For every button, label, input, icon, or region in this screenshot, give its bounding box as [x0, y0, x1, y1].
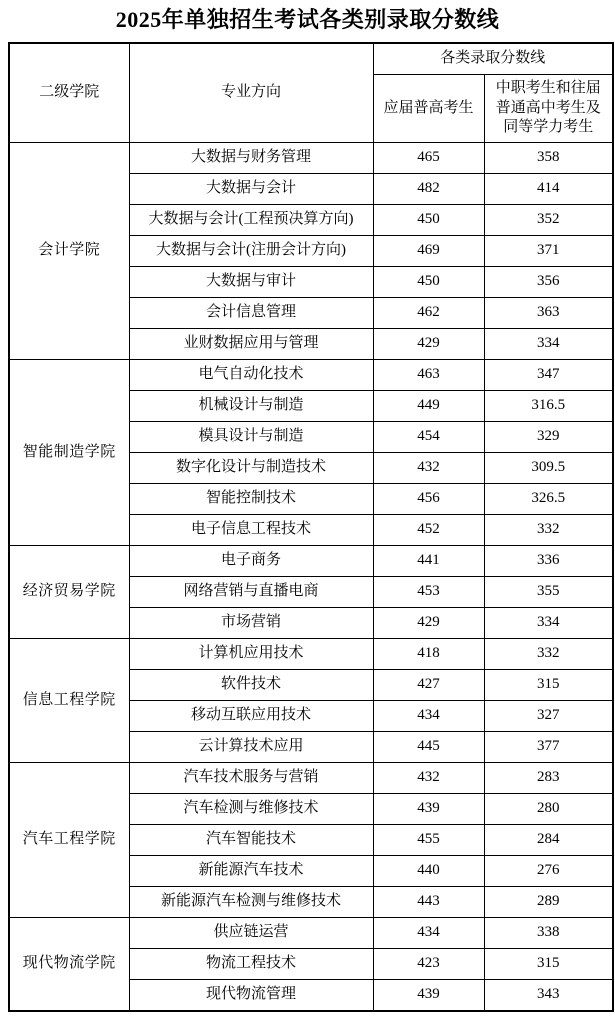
table-row [9, 143, 613, 174]
major-cell: 汽车智能技术 [129, 825, 373, 856]
regular-score-cell: 427 [373, 670, 484, 701]
vocational-score-cell: 280 [484, 794, 613, 825]
major-cell: 移动互联应用技术 [129, 701, 373, 732]
page-title: 2025年单独招生考试各类别录取分数线 [115, 7, 500, 32]
vocational-score-cell: 332 [484, 515, 613, 546]
header-regular-candidates: 应届普高考生 [373, 75, 484, 143]
college-cell-economics-trade: 经济贸易学院 [9, 546, 129, 639]
major-cell: 新能源汽车检测与维修技术 [129, 887, 373, 918]
vocational-score-cell: 332 [484, 639, 613, 670]
major-cell: 会计信息管理 [129, 298, 373, 329]
regular-score-cell: 432 [373, 763, 484, 794]
regular-score-cell: 439 [373, 980, 484, 1011]
regular-score-cell: 443 [373, 887, 484, 918]
regular-score-cell: 441 [373, 546, 484, 577]
vocational-score-cell: 289 [484, 887, 613, 918]
vocational-score-cell: 336 [484, 546, 613, 577]
college-cell-information-engineering: 信息工程学院 [9, 639, 129, 763]
vocational-score-cell: 338 [484, 918, 613, 949]
regular-score-cell: 462 [373, 298, 484, 329]
table-row [9, 546, 613, 577]
regular-score-cell: 429 [373, 608, 484, 639]
vocational-score-cell: 355 [484, 577, 613, 608]
vocational-score-cell: 315 [484, 670, 613, 701]
college-cell-automotive-engineering: 汽车工程学院 [9, 763, 129, 918]
vocational-score-cell: 347 [484, 360, 613, 391]
header-vocational-candidates: 中职考生和往届普通高中考生及同等学力考生 [484, 75, 613, 143]
table-row [9, 763, 613, 794]
regular-score-cell: 455 [373, 825, 484, 856]
regular-score-cell: 453 [373, 577, 484, 608]
table-row [9, 639, 613, 670]
vocational-score-cell: 356 [484, 267, 613, 298]
regular-score-cell: 439 [373, 794, 484, 825]
header-row-1 [9, 43, 613, 75]
major-cell: 大数据与会计 [129, 174, 373, 205]
regular-score-cell: 423 [373, 949, 484, 980]
vocational-score-cell: 326.5 [484, 484, 613, 515]
header-major: 专业方向 [129, 43, 373, 143]
regular-score-cell: 440 [373, 856, 484, 887]
college-cell-modern-logistics: 现代物流学院 [9, 918, 129, 1011]
major-cell: 电子商务 [129, 546, 373, 577]
regular-score-cell: 434 [373, 918, 484, 949]
vocational-score-cell: 329 [484, 422, 613, 453]
regular-score-cell: 452 [373, 515, 484, 546]
header-score-group: 各类录取分数线 [373, 43, 613, 75]
major-cell: 电子信息工程技术 [129, 515, 373, 546]
major-cell: 数字化设计与制造技术 [129, 453, 373, 484]
vocational-score-cell: 334 [484, 608, 613, 639]
major-cell: 汽车技术服务与营销 [129, 763, 373, 794]
vocational-score-cell: 309.5 [484, 453, 613, 484]
vocational-score-cell: 352 [484, 205, 613, 236]
table-row [9, 918, 613, 949]
vocational-score-cell: 315 [484, 949, 613, 980]
vocational-score-cell: 283 [484, 763, 613, 794]
vocational-score-cell: 316.5 [484, 391, 613, 422]
major-cell: 模具设计与制造 [129, 422, 373, 453]
vocational-score-cell: 334 [484, 329, 613, 360]
major-cell: 网络营销与直播电商 [129, 577, 373, 608]
vocational-score-cell: 358 [484, 143, 613, 174]
major-cell: 现代物流管理 [129, 980, 373, 1011]
major-cell: 业财数据应用与管理 [129, 329, 373, 360]
regular-score-cell: 469 [373, 236, 484, 267]
major-cell: 智能控制技术 [129, 484, 373, 515]
regular-score-cell: 418 [373, 639, 484, 670]
regular-score-cell: 449 [373, 391, 484, 422]
regular-score-cell: 454 [373, 422, 484, 453]
major-cell: 供应链运营 [129, 918, 373, 949]
vocational-score-cell: 414 [484, 174, 613, 205]
college-cell-intelligent-manufacturing: 智能制造学院 [9, 360, 129, 546]
table-row [9, 360, 613, 391]
regular-score-cell: 465 [373, 143, 484, 174]
regular-score-cell: 445 [373, 732, 484, 763]
major-cell: 新能源汽车技术 [129, 856, 373, 887]
vocational-score-cell: 363 [484, 298, 613, 329]
major-cell: 大数据与会计(注册会计方向) [129, 236, 373, 267]
major-cell: 云计算技术应用 [129, 732, 373, 763]
major-cell: 机械设计与制造 [129, 391, 373, 422]
vocational-score-cell: 327 [484, 701, 613, 732]
major-cell: 大数据与会计(工程预决算方向) [129, 205, 373, 236]
vocational-score-cell: 284 [484, 825, 613, 856]
vocational-score-cell: 371 [484, 236, 613, 267]
major-cell: 大数据与财务管理 [129, 143, 373, 174]
major-cell: 软件技术 [129, 670, 373, 701]
major-cell: 物流工程技术 [129, 949, 373, 980]
regular-score-cell: 456 [373, 484, 484, 515]
header-college: 二级学院 [9, 43, 129, 143]
regular-score-cell: 434 [373, 701, 484, 732]
major-cell: 电气自动化技术 [129, 360, 373, 391]
major-cell: 汽车检测与维修技术 [129, 794, 373, 825]
regular-score-cell: 429 [373, 329, 484, 360]
admission-score-table [8, 42, 614, 1012]
college-cell-accounting: 会计学院 [9, 143, 129, 360]
regular-score-cell: 482 [373, 174, 484, 205]
major-cell: 市场营销 [129, 608, 373, 639]
vocational-score-cell: 343 [484, 980, 613, 1011]
major-cell: 计算机应用技术 [129, 639, 373, 670]
regular-score-cell: 450 [373, 267, 484, 298]
major-cell: 大数据与审计 [129, 267, 373, 298]
regular-score-cell: 450 [373, 205, 484, 236]
regular-score-cell: 463 [373, 360, 484, 391]
regular-score-cell: 432 [373, 453, 484, 484]
vocational-score-cell: 377 [484, 732, 613, 763]
vocational-score-cell: 276 [484, 856, 613, 887]
